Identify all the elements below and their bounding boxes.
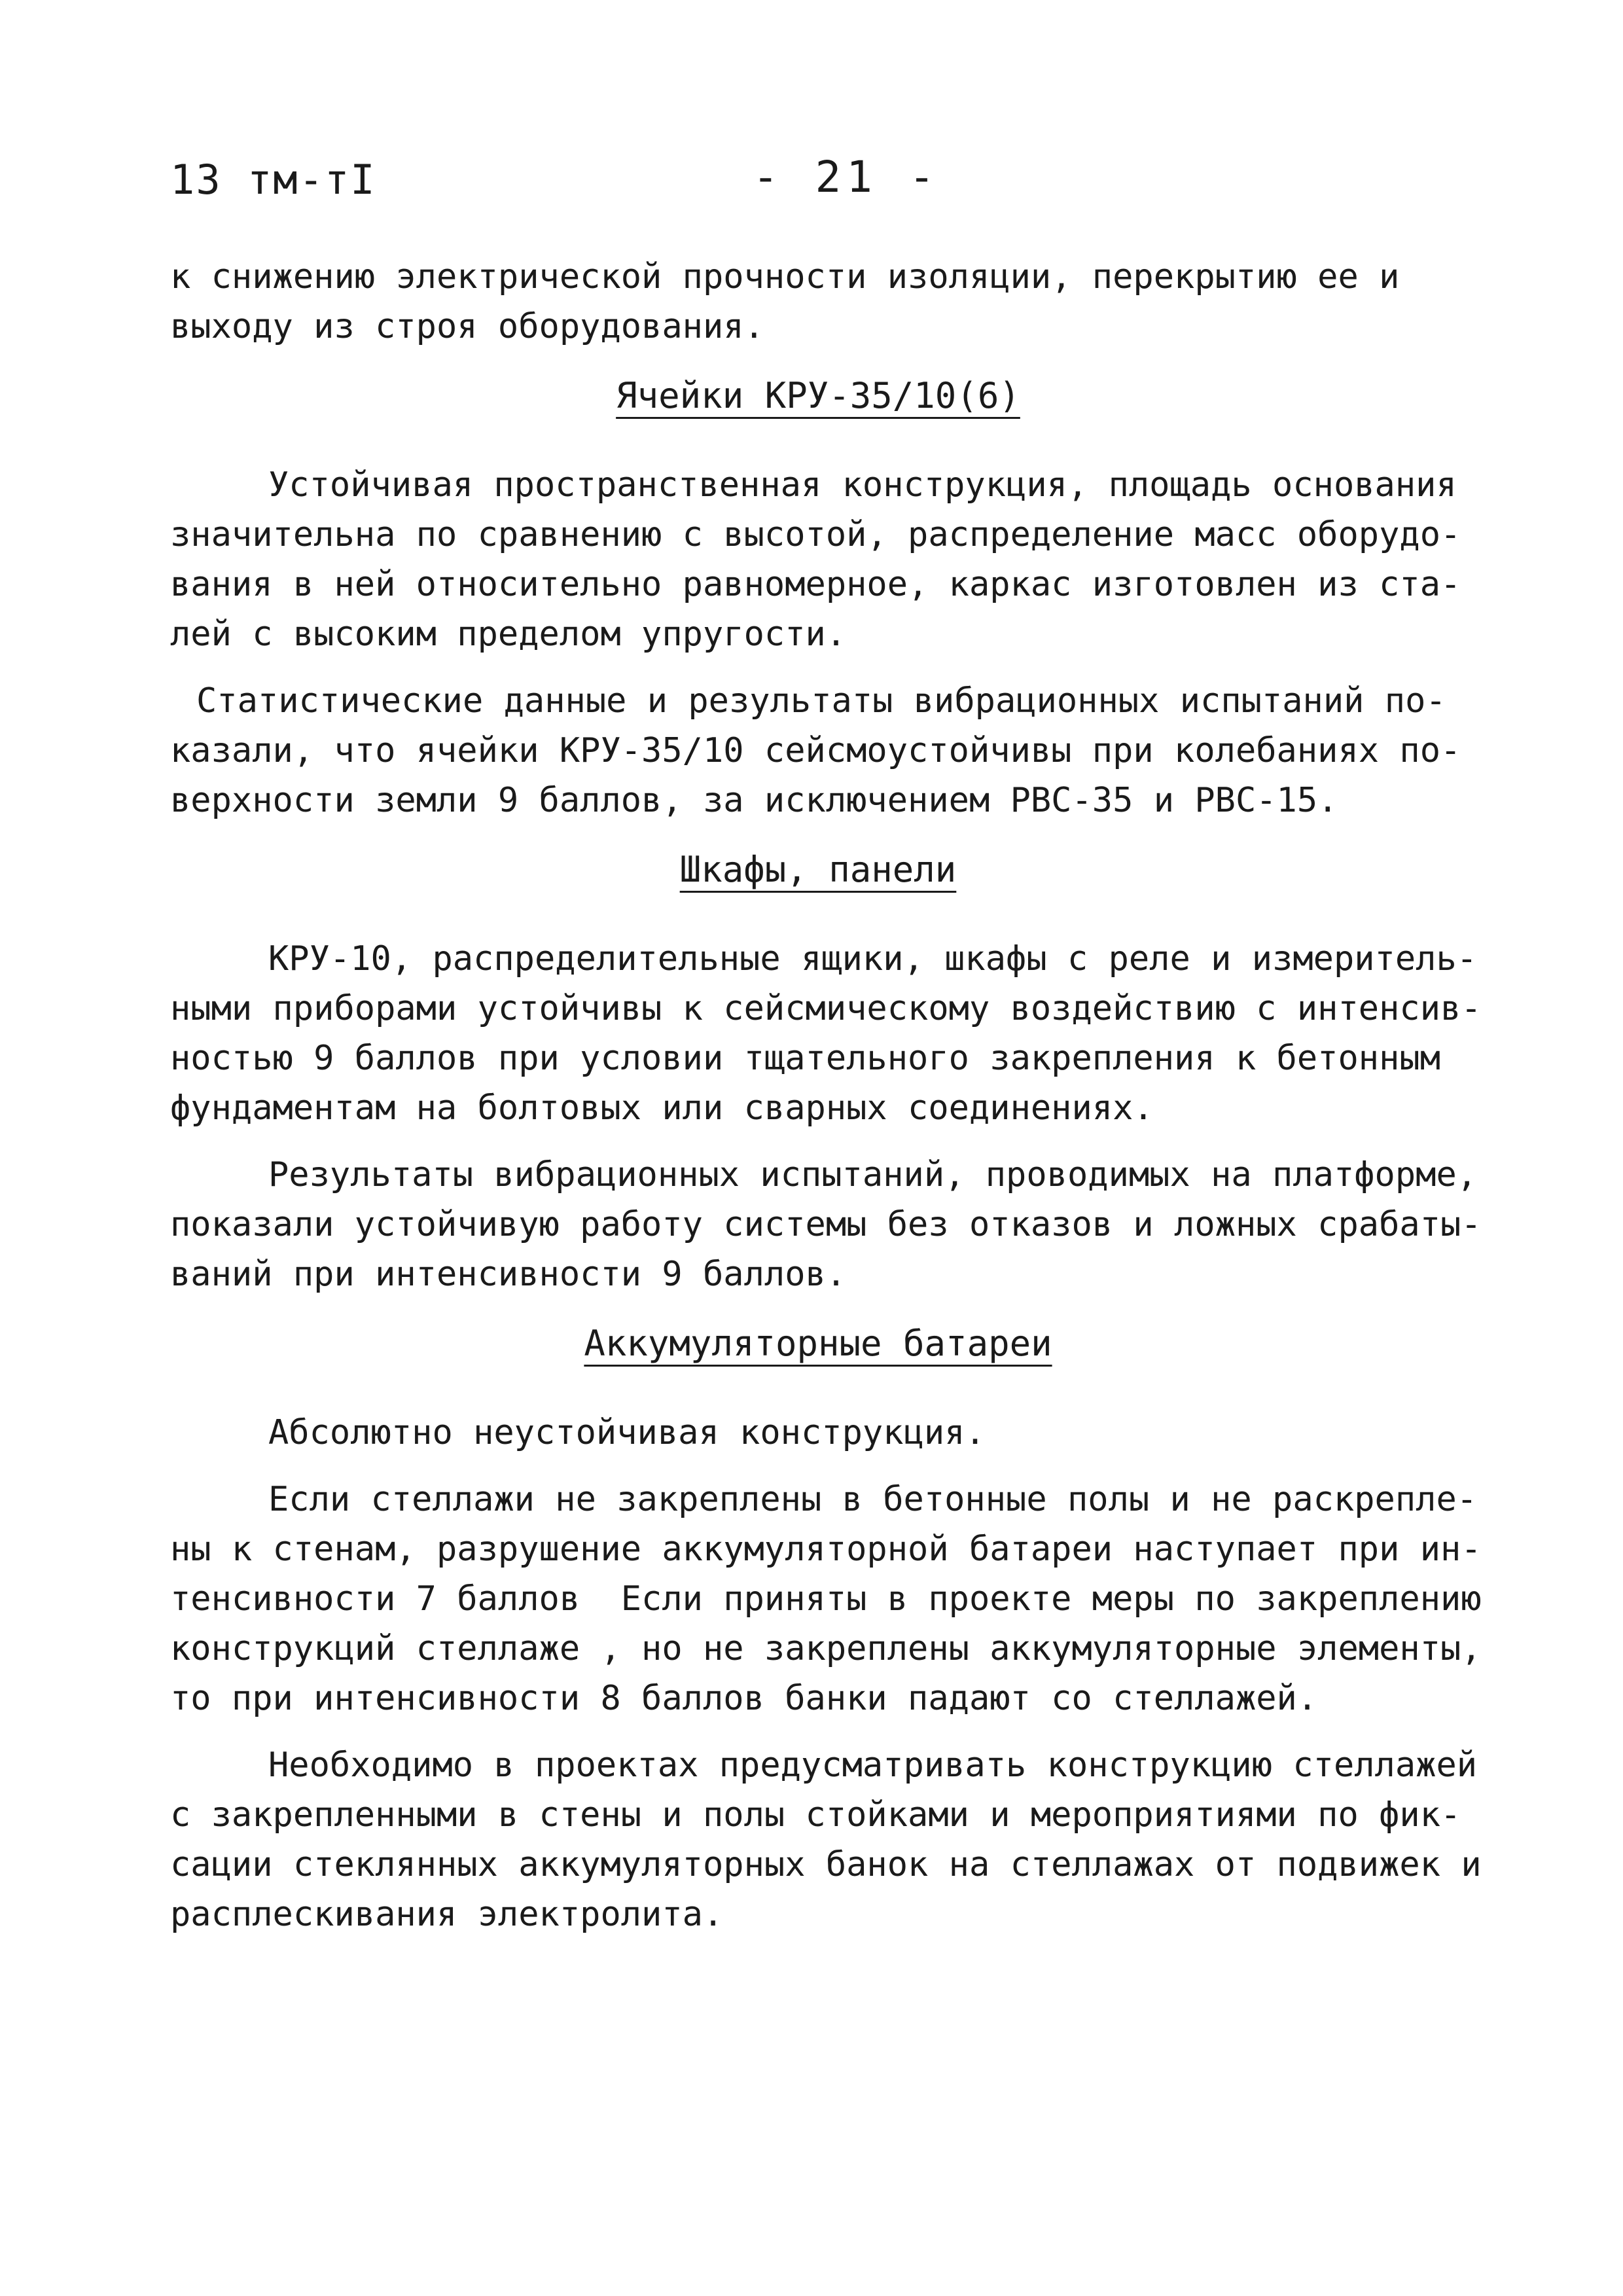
text-line: расплескивания электролита. (170, 1895, 724, 1934)
text-line: конструкций стеллаже , но не закреплены аккумуляторные элементы, (170, 1629, 1482, 1668)
text-line: то при интенсивности 8 баллов банки падают со стеллажей. (170, 1679, 1318, 1718)
text-line: вания в ней относительно равномерное, каркас изготовлен из ста- (170, 565, 1461, 604)
section-heading-batteries (170, 1319, 1466, 1369)
text-line: показали устойчивую работу системы без отказов и ложных срабаты- (170, 1205, 1482, 1244)
text-line: Абсолютно неустойчивая конструкция. (268, 1413, 986, 1452)
text-line: казали, что ячейки КРУ-35/10 сейсмоустойчивы при колебаниях по- (170, 731, 1461, 770)
section-heading-kru (170, 371, 1466, 421)
intro-paragraph (170, 252, 1466, 351)
text-line: Если стеллажи не закреплены в бетонные полы и не раскрепле- (268, 1480, 1478, 1519)
text-line: тенсивности 7 баллов Если приняты в проекте меры по закреплению (170, 1579, 1482, 1619)
paragraph (170, 460, 1466, 659)
text-line: значительна по сравнению с высотой, распределение масс оборудо- (170, 515, 1461, 554)
paragraph (170, 676, 1466, 825)
text-line: ваний при интенсивности 9 баллов. (170, 1255, 847, 1294)
text-line: Результаты вибрационных испытаний, проводимых на платформе, (268, 1155, 1478, 1194)
section-heading-cabinets (170, 845, 1466, 895)
text-line: Необходимо в проектах предусматривать конструкцию стеллажей (268, 1746, 1478, 1785)
text-line: лей с высоким пределом упругости. (170, 615, 847, 654)
text-line: ными приборами устойчивы к сейсмическому воздействию с интенсив- (170, 989, 1482, 1028)
text-line: КРУ-10, распределительные ящики, шкафы с реле и измеритель- (268, 939, 1478, 978)
text-line: к снижению электрической прочности изоляции, перекрытию ее и (170, 257, 1400, 296)
paragraph (170, 1475, 1482, 1723)
document-body (170, 252, 1482, 1956)
paragraph (170, 1408, 1466, 1458)
paragraph (170, 1150, 1482, 1299)
document-code: 13 тм-тI (170, 156, 376, 204)
text-line: фундаментам на болтовых или сварных соединениях. (170, 1088, 1154, 1128)
text-line: Статистические данные и результаты вибрационных испытаний по- (196, 681, 1446, 721)
paragraph (170, 934, 1482, 1133)
section-title: Шкафы, панели (679, 849, 957, 890)
text-line: с закрепленными в стены и полы стойками и мероприятиями по фик- (170, 1795, 1461, 1835)
paragraph (170, 1740, 1482, 1939)
section-title: Аккумуляторные батареи (584, 1323, 1052, 1364)
section-title: Ячейки КРУ-35/10(6) (616, 375, 1020, 416)
text-line: выходу из строя оборудования. (170, 307, 764, 346)
text-line: сации стеклянных аккумуляторных банок на стеллажах от подвижек и (170, 1845, 1482, 1884)
text-line: ностью 9 баллов при условии тщательного закрепления к бетонным (170, 1039, 1441, 1078)
text-line: Устойчивая пространственная конструкция, площадь основания (268, 465, 1457, 505)
page-number: - 21 - (753, 152, 940, 202)
text-line: ны к стенам, разрушение аккумуляторной батареи наступает при ин- (170, 1530, 1482, 1569)
text-line: верхности земли 9 баллов, за исключением РВС-35 и РВС-15. (170, 781, 1338, 820)
